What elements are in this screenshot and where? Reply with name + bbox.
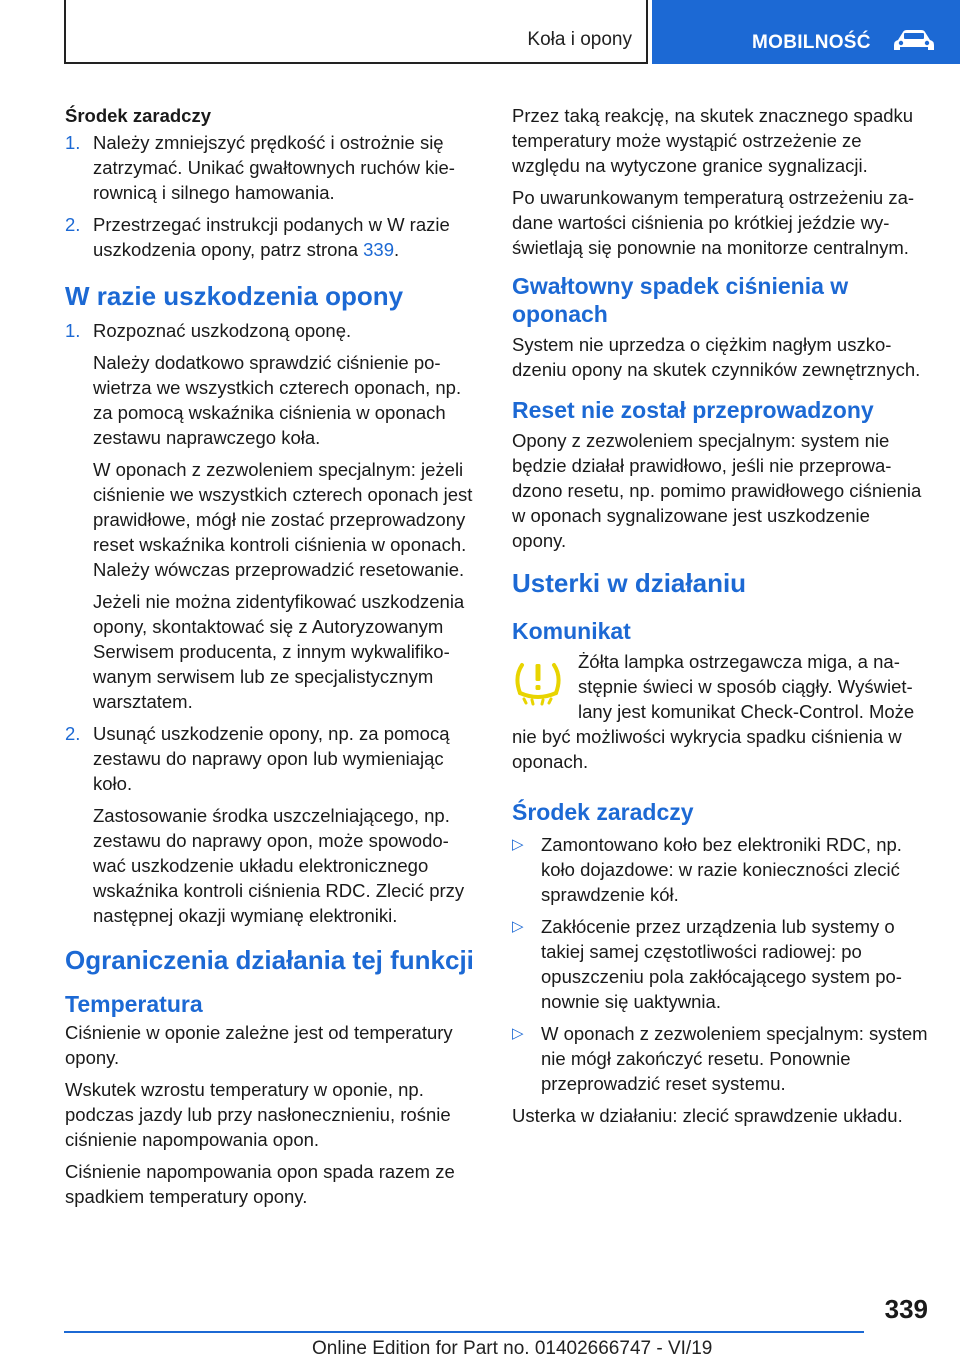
bullet-text: W oponach z zezwoleniem specjalnym: system nie mógł zakończyć resetu. Ponownie przeprowadzić reset systemu. <box>541 1023 928 1094</box>
header-section-box <box>64 0 648 64</box>
step-text: W oponach z zezwoleniem specjalnym: jeżeli ciśnienie we wszystkich czterech oponach jest prawidłowe, mógł nie zostać przeprowadzony reset wskaźnika kontroli ciśnienia w oponach. Należy wówczas przeprowadzić resetowanie. <box>93 459 473 580</box>
page-number: 339 <box>884 1294 928 1324</box>
bullet-text: Zamontowano koło bez elektroniki RDC, np. koło dojazdowe: w razie konieczności zlecić sprawdzenie kół. <box>541 834 902 905</box>
step-number: 1. <box>65 132 81 153</box>
step-number: 1. <box>65 320 81 341</box>
damage-step <box>65 721 475 928</box>
triangle-bullet-icon: ▷ <box>512 1025 524 1042</box>
step-text <box>93 212 475 262</box>
damage-heading: W razie uszkodzenia opony <box>65 281 404 311</box>
step-text: Jeżeli nie można zidentyfikować uszkodzenia opony, skontaktować się z Autoryzowanym Serwisem producenta, z innym wykwalifikowanym serwisem lub ze specjalistycznym warsztatem. <box>93 591 465 712</box>
remedy-bullet <box>512 914 928 1014</box>
left-column <box>65 103 475 1216</box>
step-number: 2. <box>65 723 81 744</box>
header-chapter-tab <box>652 0 960 64</box>
remedy-heading: Środek zaradczy <box>65 105 212 126</box>
limits-heading: Ograniczenia działania tej funkcji <box>65 945 474 975</box>
sudden-drop-text: System nie uprzedza o ciężkim nagłym uszkodzeniu opony na skutek czynników zewnętrznych. <box>512 334 921 380</box>
footer-edition: Online Edition for Part no. 01402666747 - VI/19 <box>312 1338 713 1359</box>
remedy-step <box>65 212 475 262</box>
step-text-after: . <box>394 239 400 260</box>
remedy-bullet <box>512 1021 928 1096</box>
car-icon <box>892 28 936 54</box>
step-text: Usunąć uszkodzenie opony, np. za pomocą zestawu do naprawy opon lub wymieniając koło. <box>93 723 450 794</box>
message-heading: Komunikat <box>512 618 631 644</box>
page-link[interactable]: 339 <box>363 239 394 260</box>
temperature-text: Przez taką reakcję, na skutek znacznego spadku temperatury może wystąpić ostrzeżenie ze względu na wytyczone granice sygnalizacji. <box>512 105 914 176</box>
remedy-bullet <box>512 832 928 907</box>
bullet-text: Zakłócenie przez urządzenia lub systemy o takiej samej częstotliwości radiowej: po opuszczeniu pola zakłócającego system ponownie się uaktywnia. <box>541 916 902 1012</box>
temperature-text: Ciśnienie napompowania opon spada razem ze spadkiem temperatury opony. <box>65 1161 455 1207</box>
step-text: Należy dodatkowo sprawdzić ciśnienie powietrza we wszystkich czterech oponach, np. za pomocą wskaźnika ciśnienia w oponach zestawu naprawczego koła. <box>93 352 462 448</box>
reset-heading: Reset nie został przeprowadzony <box>512 397 874 423</box>
temperature-text: Po uwarunkowanym temperaturą ostrzeżeniu zadane wartości ciśnienia po krótkiej jeździe wyświetlają się ponownie na monitorze centralnym. <box>512 187 915 258</box>
temperature-text: Ciśnienie w oponie zależne jest od temperatury opony. <box>65 1022 453 1068</box>
triangle-bullet-icon: ▷ <box>512 918 524 935</box>
closing-text: Usterka w działaniu: zlecić sprawdzenie układu. <box>512 1105 903 1126</box>
message-block <box>512 649 928 774</box>
remedy-step <box>65 130 475 205</box>
triangle-bullet-icon: ▷ <box>512 836 524 853</box>
step-text: Rozpoznać uszkodzoną oponę. <box>93 320 352 341</box>
message-text: Żółta lampka ostrzegawcza miga, a następnie świeci w sposób ciągły. Wyświetlany jest komunikat Check-Control. Może nie być możliwości wykrycia spadku ciśnienia w oponach. <box>512 651 915 772</box>
tire-pressure-warning-icon <box>512 655 564 707</box>
step-text: Należy zmniejszyć prędkość i ostrożnie się zatrzymać. Unikać gwałtownych ruchów kierownicą i silnego hamowania. <box>93 132 455 203</box>
step-text-before: Przestrzegać instrukcji podanych w W razie uszkodzenia opony, patrz strona <box>93 214 450 260</box>
sudden-drop-heading: Gwałtowny spadek ciśnienia w oponach <box>512 273 849 327</box>
temperature-heading: Temperatura <box>65 991 203 1017</box>
temperature-text: Wskutek wzrostu temperatury w oponie, np. podczas jazdy lub przy nasłonecznieniu, rośnie ciśnienie napompowania opon. <box>65 1079 451 1150</box>
reset-text: Opony z zezwoleniem specjalnym: system nie będzie działał prawidłowo, jeśli nie przeprowadzono resetu, np. pomimo prawidłowego ciśnienia w oponach sygnalizowane jest uszkodzenie opony. <box>512 430 922 551</box>
right-column <box>512 103 928 1135</box>
damage-step <box>65 318 475 714</box>
step-number: 2. <box>65 214 81 235</box>
header-section-title: Koła i opony <box>527 29 632 50</box>
header-chapter-label: MOBILNOŚĆ <box>752 32 871 53</box>
footer-divider <box>64 1331 864 1333</box>
remedy-heading-right: Środek zaradczy <box>512 799 694 825</box>
malfunction-heading: Usterki w działaniu <box>512 568 747 598</box>
step-text: Zastosowanie środka uszczelniającego, np. zestawu do naprawy opon, może spowodować uszkodzenie układu elektronicznego wskaźnika kontroli ciśnienia RDC. Zlecić przy następnej okazji wymianę elektroniki. <box>93 805 465 926</box>
